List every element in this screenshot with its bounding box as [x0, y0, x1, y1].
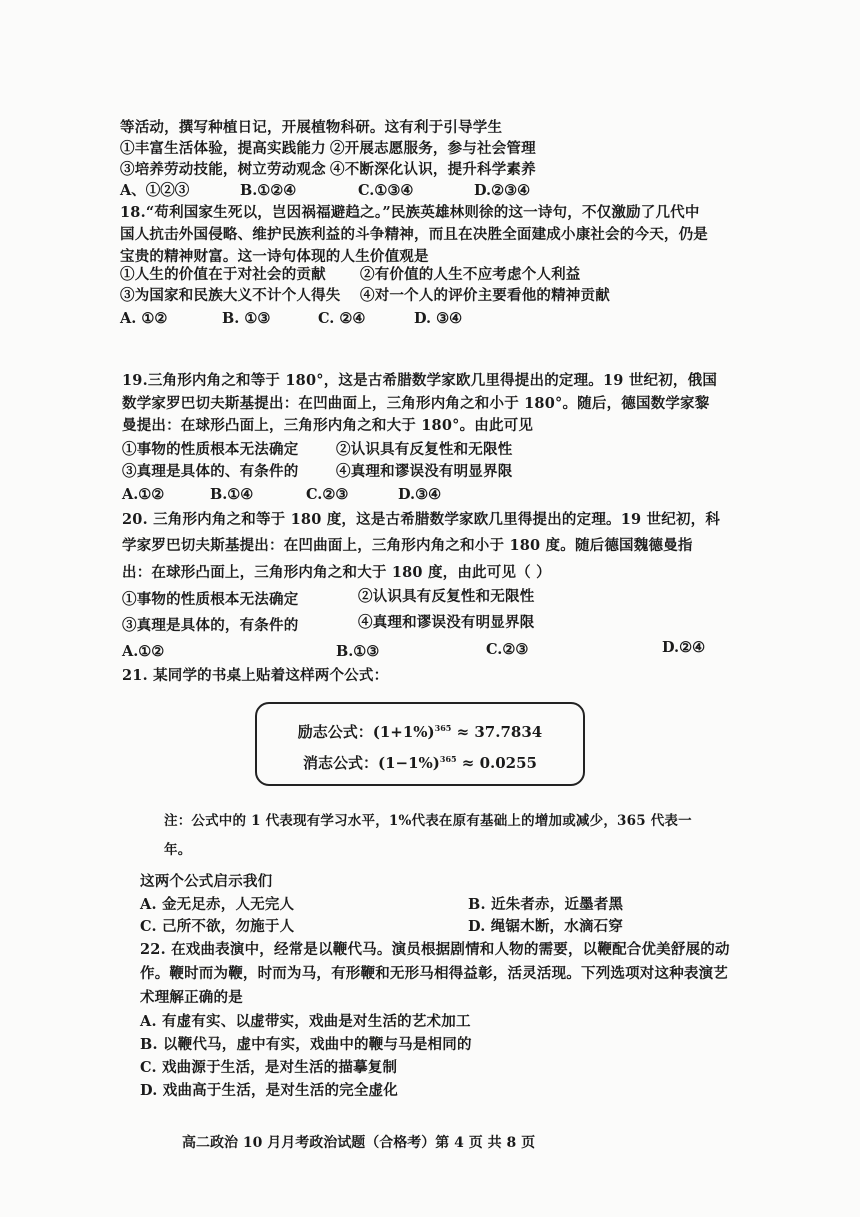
- q19-option-b: B.①④: [210, 486, 254, 503]
- q20-option-a: A.①②: [122, 643, 165, 660]
- q18-statement-3: ③为国家和民族大义不计个人得失: [120, 287, 341, 304]
- q19-statement-3: ③真理是具体的、有条件的: [122, 463, 299, 480]
- q21-question: 这两个公式启示我们: [140, 873, 273, 890]
- q20-stem-line-1: 20. 三角形内角之和等于 180 度，这是古希腊数学家欧几里得提出的定理。19 世纪初，科: [122, 511, 721, 528]
- q19-stem-line-2: 数学家罗巴切夫斯基提出：在凹曲面上，三角形内角之和小于 180°。随后，德国数学家黎: [122, 395, 710, 412]
- q20-option-d: D.②④: [662, 639, 706, 656]
- q19-option-d: D.③④: [398, 486, 442, 503]
- q17-statement-2: ②开展志愿服务，参与社会管理: [330, 140, 536, 157]
- formula-box: [255, 702, 585, 786]
- q21-option-d: D. 绳锯木断，水滴石穿: [468, 918, 624, 935]
- q22-stem-line-1: 22. 在戏曲表演中，经常是以鞭代马。演员根据剧情和人物的需要，以鞭配合优美舒展的动: [140, 941, 730, 958]
- q21-stem: 21. 某同学的书桌上贴着这样两个公式：: [122, 667, 389, 684]
- q20-statement-4: ④真理和谬误没有明显界限: [358, 614, 535, 631]
- q18-stem-line-1: 18.“苟利国家生死以，岂因祸福避趋之。”民族英雄林则徐的这一诗句，不仅激励了几代中: [120, 204, 700, 221]
- q17-option-d: D.②③④: [474, 182, 531, 199]
- q21-note-line-2: 年。: [164, 842, 192, 858]
- q20-stem-line-2: 学家罗巴切夫斯基提出：在凹曲面上，三角形内角之和小于 180 度。随后德国魏德曼指: [122, 537, 693, 554]
- formula-motivation-label: 励志公式：(1+1%): [297, 723, 435, 741]
- q19-statement-4: ④真理和谬误没有明显界限: [336, 463, 513, 480]
- q20-option-c: C.②③: [486, 641, 529, 658]
- formula-motivation-exponent: 365: [434, 723, 452, 733]
- q19-stem-line-3: 曼提出：在球形凸面上，三角形内角之和大于 180°。由此可见: [122, 417, 534, 434]
- q22-option-b: B. 以鞭代马，虚中有实，戏曲中的鞭与马是相同的: [140, 1036, 472, 1053]
- q18-option-a: A. ①②: [120, 310, 168, 327]
- q21-option-c: C. 己所不欲，勿施于人: [140, 918, 295, 935]
- q18-statement-4: ④对一个人的评价主要看他的精神贡献: [360, 287, 610, 304]
- q18-option-d: D. ③④: [414, 310, 463, 327]
- q18-statement-1: ①人生的价值在于对社会的贡献: [120, 266, 326, 283]
- q18-option-b: B. ①③: [222, 310, 271, 327]
- q17-option-b: B.①②④: [240, 182, 297, 199]
- q17-statement-1: ①丰富生活体验，提高实践能力: [120, 140, 326, 157]
- q21-note-line-1: 注：公式中的 1 代表现有学习水平，1%代表在原有基础上的增加或减少，365 代表一: [164, 813, 692, 829]
- q20-statement-2: ②认识具有反复性和无限性: [358, 588, 535, 605]
- q20-option-b: B.①③: [336, 643, 380, 660]
- q19-option-a: A.①②: [122, 486, 165, 503]
- formula-motivation: [257, 721, 583, 742]
- q18-option-c: C. ②④: [318, 310, 366, 327]
- q17-stem-continuation: 等活动，撰写种植日记，开展植物科研。这有利于引导学生: [120, 119, 503, 136]
- q22-stem-line-2: 作。鞭时而为鞭，时而为马，有形鞭和无形马相得益彰，活灵活现。下列选项对这种表演艺: [140, 965, 728, 982]
- q20-stem-line-3: 出：在球形凸面上，三角形内角之和大于 180 度，由此可见（ ）: [122, 564, 551, 581]
- q17-statement-3: ③培养劳动技能，树立劳动观念: [120, 161, 326, 178]
- q18-stem-line-3: 宝贵的精神财富。这一诗句体现的人生价值观是: [120, 248, 429, 265]
- formula-demotivation-label: 消志公式：(1−1%): [302, 754, 440, 772]
- q21-option-b: B. 近朱者赤，近墨者黑: [468, 896, 624, 913]
- formula-motivation-value: ≈ 37.7834: [451, 723, 543, 741]
- q19-statement-2: ②认识具有反复性和无限性: [336, 441, 513, 458]
- q17-statement-4: ④不断深化认识，提升科学素养: [330, 161, 536, 178]
- q19-statement-1: ①事物的性质根本无法确定: [122, 441, 299, 458]
- q20-statement-1: ①事物的性质根本无法确定: [122, 591, 299, 608]
- q21-option-a: A. 金无足赤，人无完人: [140, 896, 295, 913]
- page-footer: 高二政治 10 月月考政治试题（合格考）第 4 页 共 8 页: [182, 1135, 536, 1151]
- q22-option-a: A. 有虚有实、以虚带实，戏曲是对生活的艺术加工: [140, 1013, 471, 1030]
- q22-stem-line-3: 术理解正确的是: [140, 989, 243, 1006]
- q18-statement-2: ②有价值的人生不应考虑个人利益: [360, 266, 581, 283]
- q17-option-a: A、①②③: [120, 182, 190, 199]
- q22-option-d: D. 戏曲高于生活，是对生活的完全虚化: [140, 1082, 398, 1099]
- q17-option-c: C.①③④: [358, 182, 414, 199]
- q19-stem-line-1: 19.三角形内角之和等于 180°，这是古希腊数学家欧几里得提出的定理。19 世纪初，俄国: [122, 372, 718, 389]
- q20-statement-3: ③真理是具体的，有条件的: [122, 617, 299, 634]
- q22-option-c: C. 戏曲源于生活，是对生活的描摹复制: [140, 1059, 398, 1076]
- q18-stem-line-2: 国人抗击外国侵略、维护民族利益的斗争精神，而且在决胜全面建成小康社会的今天，仍是: [120, 226, 708, 243]
- formula-demotivation: [257, 752, 583, 773]
- formula-demotivation-value: ≈ 0.0255: [456, 754, 537, 772]
- formula-demotivation-exponent: 365: [439, 754, 457, 764]
- q19-option-c: C.②③: [306, 486, 349, 503]
